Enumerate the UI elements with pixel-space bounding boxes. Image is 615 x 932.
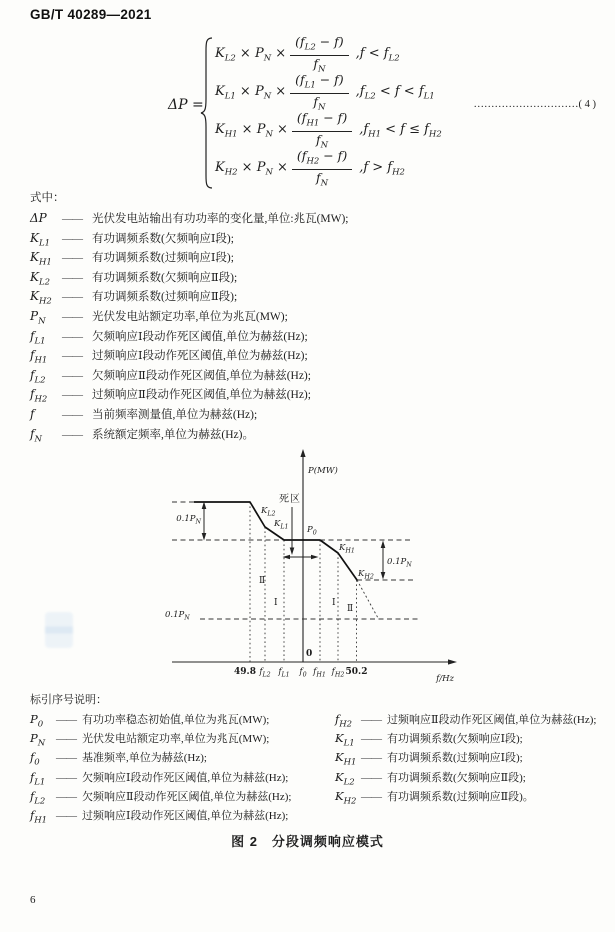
key-term: $f_{L1}$ — [30, 769, 46, 787]
where-term: $f_{L1}$ — [30, 328, 46, 346]
where-item — [30, 425, 590, 445]
key-term: $K_{L1}$ — [335, 731, 355, 749]
y-axis-arrowhead-icon — [300, 449, 305, 457]
tick-fl1: $f_{L1}$ — [278, 667, 290, 679]
case-coefficient: $K_{L2} \times P_N$ × — [215, 46, 287, 64]
key-desc: 有功调频系数(过频响应Ⅱ段)。 — [387, 790, 534, 803]
case-fraction — [292, 111, 352, 151]
equation-cases — [215, 36, 442, 188]
key-desc: 基准频率,单位为赫兹(Hz); — [82, 752, 207, 765]
where-desc: 有功调频系数(欠频响应Ⅱ段); — [92, 271, 238, 284]
key-desc: 有功调频系数(过频响应Ⅰ段); — [387, 752, 523, 765]
where-dash: —— — [62, 232, 82, 245]
key-dash: —— — [56, 752, 76, 765]
kh1-label: $K_{H1}$ — [339, 543, 355, 555]
where-item — [30, 229, 590, 249]
tick-fh1: $f_{H1}$ — [313, 667, 326, 679]
key-desc: 欠频响应Ⅱ段动作死区阈值,单位为赫兹(Hz); — [82, 790, 292, 803]
key-dash: —— — [56, 771, 76, 784]
where-term: $f_{L2}$ — [30, 367, 46, 386]
case-coefficient: $K_{H2} \times P_N$ × — [215, 160, 288, 178]
case-coefficient: $K_{H1} \times P_N$ × — [215, 122, 288, 140]
key-dash: —— — [56, 790, 76, 803]
tick-fh2: $f_{H2}$ — [331, 667, 345, 679]
zone-right-1-label: Ⅰ — [332, 598, 336, 608]
pn-right-label: $0.1P_N$ — [387, 557, 412, 569]
where-desc: 当前频率测量值,单位为赫兹(Hz); — [92, 408, 258, 421]
where-dash: —— — [62, 330, 82, 343]
pn-left-label: $0.1P_N$ — [176, 514, 201, 526]
where-term: f — [30, 406, 35, 421]
key-dash: —— — [56, 714, 76, 726]
kl2-label: $K_{L2}$ — [261, 506, 276, 518]
key-item — [335, 787, 605, 806]
key-term: $f_{H2}$ — [335, 712, 353, 730]
where-item — [30, 307, 590, 327]
x-axis-label: f/Hz — [436, 674, 454, 684]
kl1-label: $K_{L1}$ — [274, 519, 289, 531]
p0-label: $P_0$ — [307, 525, 317, 537]
key-item — [335, 748, 605, 767]
tick-49-8: 49.8 — [234, 667, 256, 677]
where-desc: 有功调频系数(过频响应Ⅰ段); — [92, 252, 234, 265]
fraction-denominator: $f_N$ — [316, 169, 329, 188]
key-dash: —— — [361, 733, 381, 746]
key-term: $f_{H1}$ — [30, 807, 48, 826]
key-item — [30, 787, 330, 806]
where-term: $K_{L1}$ — [30, 230, 51, 248]
where-term: $K_{L2}$ — [30, 269, 51, 288]
where-dash: —— — [62, 310, 82, 323]
equation-case-row — [215, 112, 442, 150]
deadband-label: 死区 — [279, 494, 301, 505]
where-desc: 光伏发电站额定功率,单位为兆瓦(MW); — [92, 310, 288, 323]
where-item — [30, 346, 590, 366]
fraction-denominator: $f_N$ — [313, 55, 326, 74]
figure-key — [30, 690, 605, 826]
where-desc: 有功调频系数(欠频响应Ⅰ段); — [92, 232, 234, 245]
tick-fl2: $f_{L2}$ — [259, 667, 271, 679]
doc-number: GB/T 40289—2021 — [30, 7, 152, 22]
key-desc: 欠频响应Ⅰ段动作死区阈值,单位为赫兹(Hz); — [82, 771, 289, 784]
where-dash: —— — [62, 271, 82, 284]
dashed-reference-lines — [172, 502, 418, 619]
equation-number — [474, 99, 597, 110]
origin-label: 0 — [306, 649, 313, 659]
equation-leader-dots: ………………………… — [473, 99, 579, 110]
where-term: $f_N$ — [30, 426, 42, 444]
key-item — [335, 768, 605, 787]
case-condition: $,f_{H1} < f \le f_{H2}$ — [359, 122, 442, 140]
key-item — [335, 729, 605, 748]
case-condition: $,f < f_{L2}$ — [355, 46, 400, 64]
key-item — [335, 710, 605, 729]
case-fraction — [290, 73, 349, 113]
pn-bottom-label: $0.1P_N$ — [165, 610, 190, 622]
where-item — [30, 287, 590, 307]
figure-caption: 图 2 分段调频响应模式 — [231, 834, 384, 849]
key-desc: 光伏发电站额定功率,单位为兆瓦(MW); — [82, 733, 270, 746]
where-desc: 欠频响应Ⅱ段动作死区阈值,单位为赫兹(Hz); — [92, 369, 311, 382]
where-term: $K_{H1}$ — [30, 250, 52, 268]
where-dash: —— — [62, 428, 82, 441]
equation-case-row — [215, 150, 442, 188]
key-item — [30, 710, 330, 729]
x-axis-arrowhead-icon — [448, 659, 457, 664]
curve-dotted-extension — [357, 580, 378, 618]
tick-50-2: 50.2 — [345, 667, 368, 677]
key-dash: —— — [361, 752, 381, 765]
where-dash: —— — [62, 252, 82, 265]
where-item — [30, 268, 590, 288]
where-desc: 过频响应Ⅰ段动作死区阈值,单位为赫兹(Hz); — [92, 350, 308, 363]
key-intro: 标引序号说明： — [30, 694, 107, 706]
equation-case-row — [215, 36, 442, 74]
where-intro: 式中： — [30, 192, 65, 204]
key-term: $K_{L2}$ — [335, 769, 355, 787]
where-item — [30, 248, 590, 268]
where-dash: —— — [62, 389, 82, 402]
where-desc: 光伏发电站输出有功功率的变化量,单位:兆瓦(MW); — [92, 213, 349, 225]
equation-lhs: ΔP = — [168, 97, 204, 113]
equation-label: ( 4 ) — [578, 99, 596, 110]
key-right-column — [335, 710, 605, 806]
where-dash: —— — [62, 408, 82, 421]
where-dash: —— — [62, 213, 82, 225]
case-brace — [200, 36, 214, 190]
where-item — [30, 405, 590, 425]
case-fraction — [290, 35, 349, 75]
key-desc: 过频响应Ⅰ段动作死区阈值,单位为赫兹(Hz); — [82, 809, 289, 822]
key-term: $K_{H1}$ — [335, 750, 357, 768]
equation-4 — [168, 36, 604, 194]
key-dash: —— — [56, 733, 76, 746]
fraction-denominator: $f_N$ — [316, 131, 329, 150]
zone-right-2-label: Ⅱ — [347, 604, 354, 614]
key-desc: 有功调频系数(欠频响应Ⅱ段); — [387, 771, 526, 784]
case-condition: $,f_{L2} < f < f_{L1}$ — [355, 84, 435, 102]
case-coefficient: $K_{L1} \times P_N$ × — [215, 84, 287, 102]
fraction-denominator: $f_N$ — [313, 93, 326, 112]
fraction-numerator: $(f_{L1} - f)$ — [290, 73, 349, 93]
key-term: $f_{L2}$ — [30, 788, 46, 807]
key-term: $K_{H2}$ — [335, 788, 357, 807]
key-dash: —— — [361, 771, 381, 784]
case-fraction — [292, 149, 352, 189]
where-item — [30, 385, 590, 405]
where-desc: 欠频响应Ⅰ段动作死区阈值,单位为赫兹(Hz); — [92, 330, 308, 343]
key-desc: 有功调频系数(欠频响应Ⅰ段); — [387, 733, 523, 746]
where-desc: 过频响应Ⅱ段动作死区阈值,单位为赫兹(Hz); — [92, 389, 311, 402]
where-term: $f_{H2}$ — [30, 387, 48, 405]
fraction-numerator: $(f_{H2} - f)$ — [292, 149, 352, 169]
where-item — [30, 366, 590, 386]
key-item — [30, 806, 330, 825]
zone-left-1-label: Ⅰ — [274, 598, 278, 608]
key-desc: 过频响应Ⅱ段动作死区阈值,单位为赫兹(Hz); — [387, 714, 597, 726]
where-dash: —— — [62, 291, 82, 304]
key-left-column — [30, 710, 330, 825]
where-item — [30, 327, 590, 347]
case-condition: $,f > f_{H2}$ — [359, 160, 405, 178]
watermark-stamp — [45, 612, 73, 648]
where-term: $f_{H1}$ — [30, 348, 48, 366]
page-number: 6 — [30, 894, 36, 906]
where-term: ΔP — [30, 211, 47, 225]
where-term: $K_{H2}$ — [30, 289, 52, 307]
figure-2-chart — [110, 445, 530, 695]
y-axis-label: P(MW) — [308, 466, 338, 476]
key-term: $f_0$ — [30, 750, 40, 768]
equation-case-row — [215, 74, 442, 112]
where-dash: —— — [62, 369, 82, 382]
fraction-numerator: $(f_{L2} - f)$ — [290, 35, 349, 55]
key-dash: —— — [56, 809, 76, 822]
key-term: $P_0$ — [30, 712, 44, 730]
where-desc: 系统额定频率,单位为赫兹(Hz)。 — [92, 428, 254, 441]
key-item — [30, 748, 330, 767]
where-desc: 有功调频系数(过频响应Ⅱ段); — [92, 291, 238, 304]
key-item — [30, 768, 330, 787]
key-dash: —— — [361, 714, 381, 726]
tick-f0: $f_0$ — [299, 667, 307, 679]
where-term: $P_N$ — [30, 308, 46, 327]
where-items — [30, 209, 590, 444]
fraction-numerator: $(f_{H1} - f)$ — [292, 111, 352, 131]
zone-left-2-label: Ⅱ — [259, 576, 266, 586]
where-item — [30, 209, 590, 229]
key-dash: —— — [361, 790, 381, 803]
kh2-label: $K_{H2}$ — [358, 569, 374, 581]
key-desc: 有功功率稳态初始值,单位为兆瓦(MW); — [82, 714, 270, 726]
where-list — [30, 188, 590, 444]
where-dash: —— — [62, 350, 82, 363]
key-term: $P_N$ — [30, 731, 46, 749]
key-item — [30, 729, 330, 748]
